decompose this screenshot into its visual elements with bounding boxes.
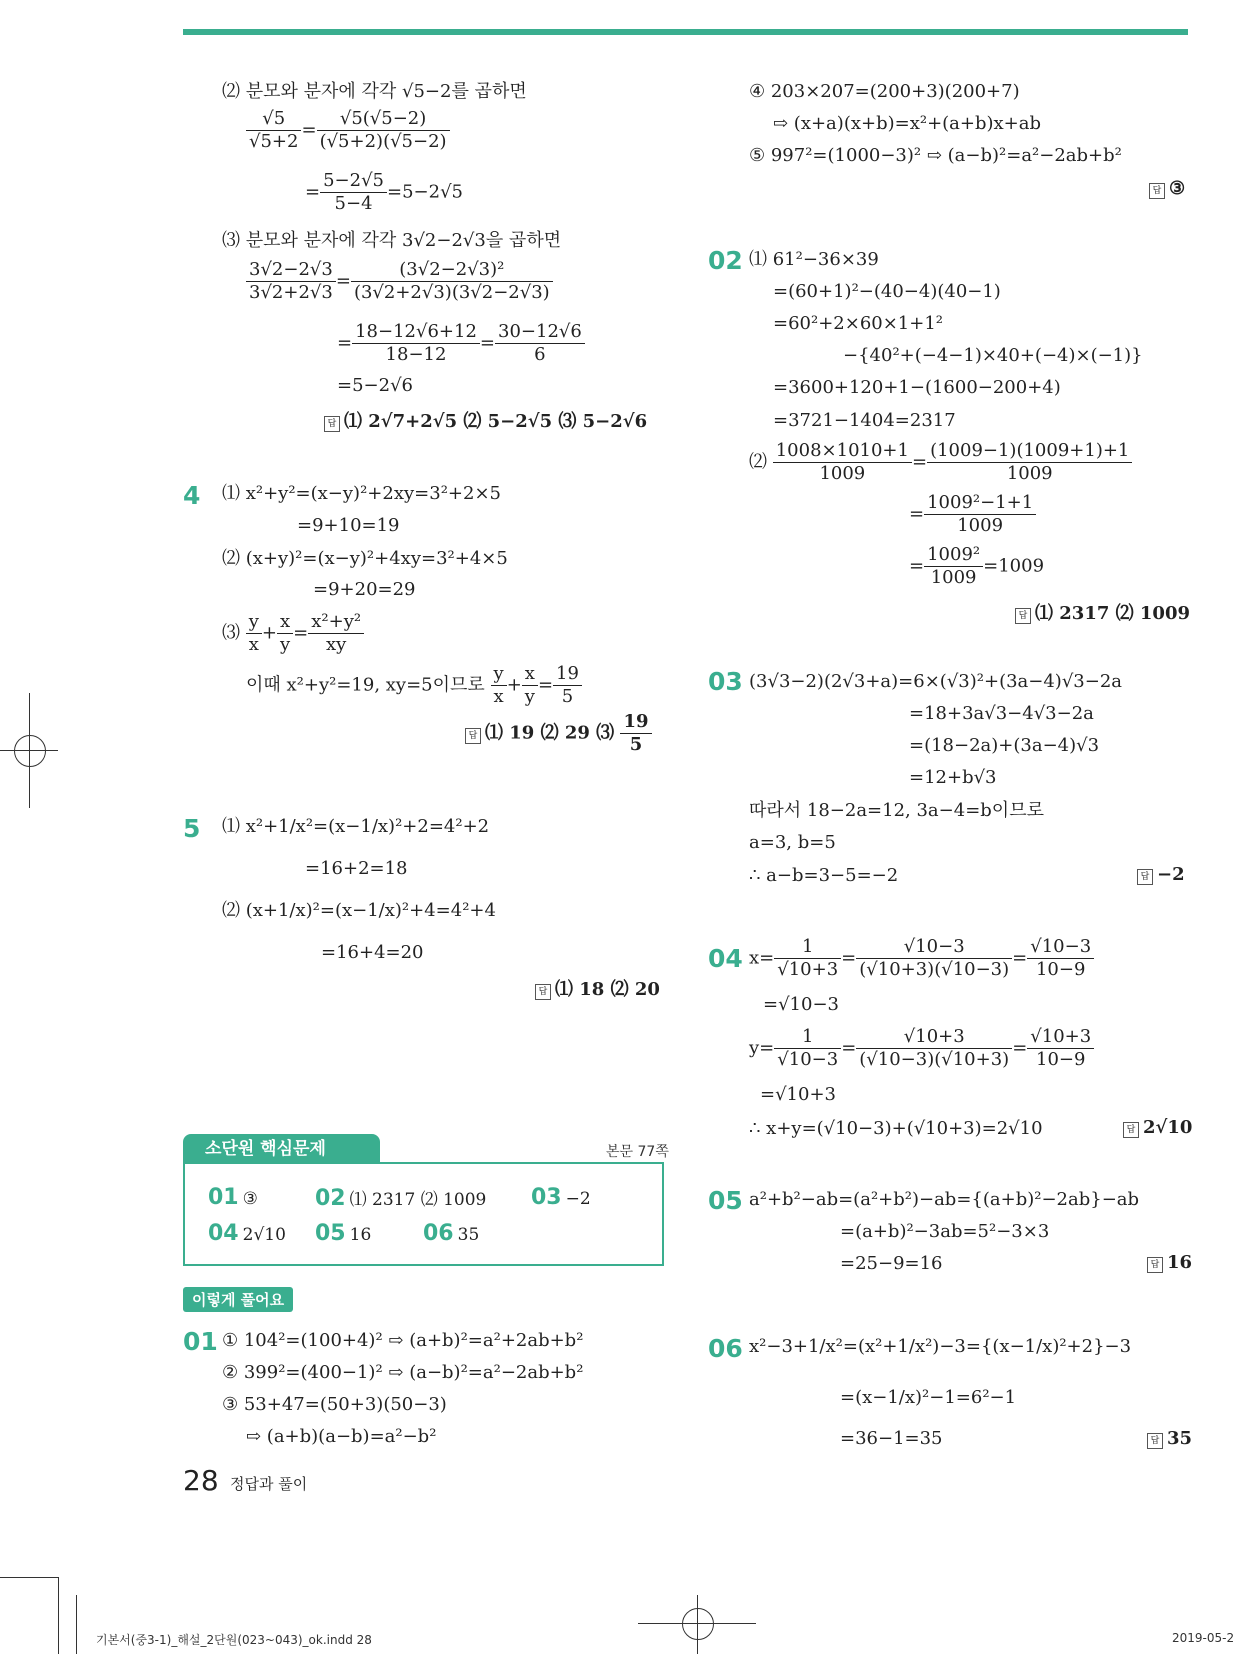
answer-summary-box	[183, 1162, 664, 1266]
p06-line3: =36−1=35	[840, 1428, 943, 1449]
p05-line2: =(a+b)²−3ab=5²−3×3	[840, 1221, 1050, 1242]
p4-line2: =9+10=19	[297, 515, 400, 536]
fraction: $\frac{\text{1009²}}{1009}$	[924, 544, 983, 589]
p04-y-line2: =√10+3	[760, 1084, 836, 1105]
summary-item: 02 ⑴ 2317 ⑵ 1009	[315, 1186, 487, 1211]
section-header: 소단원 핵심문제	[183, 1134, 380, 1164]
p4-line5: ⑶ $\frac{y}{x}$ + $\frac{x}{y}$ = $\frac{\text{x²+y²}}{xy}$	[222, 611, 364, 656]
p2-intro: ⑵ 분모와 분자에 각각 √5−2를 곱하면	[222, 81, 527, 102]
p03-line3: =(18−2a)+(3a−4)√3	[909, 735, 1100, 756]
answer-icon: 답	[324, 416, 340, 432]
p01c-line1: ④ 203×207=(200+3)(200+7)	[749, 81, 1020, 102]
p02-part2-line3: = $\frac{\text{1009²}}{1009}$ =1009	[909, 544, 1045, 588]
p01-line2: ② 399²=(400−1)² ⇨ (a−b)²=a²−2ab+b²	[222, 1362, 584, 1383]
p3-line2: = $\frac{18-12√6+12}{18-12}$ = $\frac{30-12√6}{6}$	[337, 321, 585, 366]
crop-mark	[0, 1577, 58, 1578]
p2-line2: = $\frac{5-2√5}{5-4}$ =5−2√5	[305, 170, 464, 214]
fraction: $\frac{18-12√6+12}{18-12}$	[352, 321, 480, 366]
p04-y-line1: y= $\frac{1}{√10-3}$ = $\frac{√10+3}{(√10-3)(√10+3)}$ = $\frac{√10+3}{10-9}$	[749, 1026, 1094, 1071]
fraction: $\frac{y}{x}$	[246, 611, 262, 656]
answer-icon: 답	[1015, 608, 1031, 624]
summary-item: 06 35	[423, 1221, 480, 1246]
fraction: $\frac{x}{y}$	[277, 611, 293, 656]
p3-line3: =5−2√6	[337, 375, 413, 396]
solution-tag: 이렇게 풀어요	[183, 1287, 293, 1312]
fraction: $\frac{19}{5}$	[553, 663, 582, 708]
summary-item: 05 16	[315, 1221, 372, 1246]
answer-block-06: 답 35	[1147, 1428, 1192, 1449]
fraction: $\frac{√10+3}{(√10-3)(√10+3)}$	[856, 1026, 1012, 1071]
p01c-line2: ⇨ (x+a)(x+b)=x²+(a+b)x+ab	[773, 113, 1042, 134]
registration-mark	[14, 735, 46, 767]
p01c-line3: ⑤ 997²=(1000−3)² ⇨ (a−b)²=a²−2ab+b²	[749, 145, 1122, 166]
fraction: $\frac{√10-3}{10-9}$	[1027, 936, 1094, 981]
p06-line1: x²−3+1/x²=(x²+1/x²)−3={(x−1/x)²+2}−3	[749, 1336, 1132, 1357]
answer-block-02: 답 ⑴ 2317 ⑵ 1009	[1015, 599, 1190, 625]
summary-item: 01 ③	[208, 1185, 258, 1210]
page-reference: 본문 77쪽	[606, 1144, 669, 1160]
answer-icon: 답	[535, 984, 551, 1000]
p02-line4: −{40²+(−4−1)×40+(−4)×(−1)}	[843, 345, 1143, 366]
problem-number: 03	[708, 667, 743, 696]
answer-block-04: 답 2√10	[1123, 1117, 1192, 1138]
fraction: $\frac{\text{1009²−1+1}}{1009}$	[924, 492, 1036, 537]
fraction: $\frac{(1009-1)(1009+1)+1}{1009}$	[927, 440, 1132, 485]
fraction: $\frac{\text{(3√2−2√3)²}}{(3√2+2√3)(3√2-2√3)}$	[351, 259, 553, 304]
fraction: $\frac{x}{y}$	[522, 663, 538, 708]
fraction: $\frac{5-2√5}{5-4}$	[320, 170, 387, 215]
p02-line2: =(60+1)²−(40−4)(40−1)	[773, 281, 1001, 302]
registration-mark	[682, 1608, 714, 1640]
fraction: $\frac{1008\times 1010+1}{1009}$	[773, 440, 912, 485]
problem-number: 5	[183, 814, 201, 843]
problem-number: 04	[708, 944, 743, 973]
p5-line3: ⑵ (x+1/x)²=(x−1/x)²+4=4²+4	[222, 900, 496, 921]
answer-block-4: 답 ⑴ 19 ⑵ 29 ⑶ $\frac{19}{5}$	[465, 711, 652, 756]
answer-icon: 답	[1147, 1433, 1163, 1449]
p03-line7: ∴ a−b=3−5=−2	[749, 865, 899, 886]
p01-line3: ③ 53+47=(50+3)(50−3)	[222, 1394, 447, 1415]
answer-block-3: 답 ⑴ 2√7+2√5 ⑵ 5−2√5 ⑶ 5−2√6	[324, 407, 647, 433]
p03-line1: (3√3−2)(2√3+a)=6×(√3)²+(3a−4)√3−2a	[749, 671, 1123, 692]
p02-line3: =60²+2×60×1+1²	[773, 313, 944, 334]
fraction: $\frac{1}{√10+3}$	[774, 936, 841, 981]
p06-line2: =(x−1/x)²−1=6²−1	[840, 1387, 1017, 1408]
crop-mark	[58, 1577, 59, 1654]
p02-line6: =3721−1404=2317	[773, 410, 956, 431]
p01-line1: ① 104²=(100+4)² ⇨ (a+b)²=a²+2ab+b²	[222, 1330, 584, 1351]
fraction: $\frac{√5(√5-2)}{(√5+2)(√5-2)}$	[317, 108, 450, 153]
answer-block-01: 답 ③	[1149, 178, 1185, 199]
p4-line1: ⑴ x²+y²=(x−y)²+2xy=3²+2×5	[222, 483, 501, 504]
problem-number: 4	[183, 481, 201, 510]
p4-line4: =9+20=29	[313, 579, 416, 600]
fraction: $\frac{√10-3}{(√10+3)(√10-3)}$	[856, 936, 1012, 981]
p5-line2: =16+2=18	[305, 858, 408, 879]
problem-number: 06	[708, 1334, 743, 1363]
p5-line4: =16+4=20	[321, 942, 424, 963]
p04-x-line2: =√10−3	[763, 994, 839, 1015]
p02-part2-line1: ⑵ $\frac{1008\times 1010+1}{1009}$ = $\frac{(1009-1)(1009+1)+1}{1009}$	[749, 440, 1132, 485]
p3-line1: $\frac{3√2-2√3}{3√2+2√3}$ = $\frac{\text{(3√2−2√3)²}}{(3√2+2√3)(3√2-2√3)}$	[246, 259, 553, 304]
fraction: $\frac{1}{√10-3}$	[774, 1026, 841, 1071]
p05-line3: =25−9=16	[840, 1253, 943, 1274]
p03-line4: =12+b√3	[909, 767, 997, 788]
p02-line5: =3600+120+1−(1600−200+4)	[773, 377, 1061, 398]
summary-item: 03 −2	[531, 1185, 591, 1210]
answer-block-05: 답 16	[1147, 1252, 1192, 1273]
p02-line1: ⑴ 61²−36×39	[749, 249, 879, 270]
p03-line6: a=3, b=5	[749, 832, 836, 853]
fraction: $\frac{√10+3}{10-9}$	[1027, 1026, 1094, 1071]
top-accent-bar	[183, 29, 1188, 35]
fraction: $\frac{√5}{√5+2}$	[246, 108, 301, 153]
p4-line6: 이때 x²+y²=19, xy=5이므로 $\frac{y}{x}$ + $\frac{x}{y}$ = $\frac{19}{5}$	[246, 663, 582, 708]
p02-part2-line2: = $\frac{\text{1009²−1+1}}{1009}$	[909, 492, 1036, 537]
fraction: $\frac{3√2-2√3}{3√2+2√3}$	[246, 259, 336, 304]
fraction: $\frac{19}{5}$	[620, 711, 651, 756]
fraction: $\frac{y}{x}$	[491, 663, 507, 708]
p4-line3: ⑵ (x+y)²=(x−y)²+4xy=3²+4×5	[222, 548, 508, 569]
answer-icon: 답	[1147, 1257, 1163, 1273]
page-label: 정답과 풀이	[230, 1475, 308, 1493]
answer-icon: 답	[1123, 1122, 1139, 1138]
fraction: $\frac{30-12√6}{6}$	[495, 321, 585, 366]
answer-block-5: 답 ⑴ 18 ⑵ 20	[535, 975, 660, 1001]
problem-number: 05	[708, 1186, 743, 1215]
problem-number: 02	[708, 246, 743, 275]
p05-line1: a²+b²−ab=(a²+b²)−ab={(a+b)²−2ab}−ab	[749, 1189, 1140, 1210]
crop-mark	[76, 1595, 77, 1654]
p04-x-line1: x= $\frac{1}{√10+3}$ = $\frac{√10-3}{(√10+3)(√10-3)}$ = $\frac{√10-3}{10-9}$	[749, 936, 1094, 981]
answer-icon: 답	[465, 728, 481, 744]
summary-item: 04 2√10	[208, 1221, 286, 1246]
answer-block-03: 답 −2	[1137, 864, 1185, 885]
print-date: 2019-05-2	[1172, 1631, 1235, 1645]
p03-line2: =18+3a√3−4√3−2a	[909, 703, 1094, 724]
p5-line1: ⑴ x²+1/x²=(x−1/x)²+2=4²+2	[222, 816, 490, 837]
fraction: $\frac{\text{x²+y²}}{xy}$	[308, 611, 364, 656]
p03-line5: 따라서 18−2a=12, 3a−4=b이므로	[749, 800, 1044, 821]
page-number: 28	[183, 1464, 219, 1497]
answer-icon: 답	[1137, 869, 1153, 885]
p3-intro: ⑶ 분모와 분자에 각각 3√2−2√3을 곱하면	[222, 230, 562, 251]
p01-line4: ⇨ (a+b)(a−b)=a²−b²	[246, 1426, 437, 1447]
problem-number: 01	[183, 1327, 218, 1356]
answer-icon: 답	[1149, 183, 1165, 199]
p04-sum: ∴ x+y=(√10−3)+(√10+3)=2√10	[749, 1118, 1043, 1139]
p2-line1: $\frac{√5}{√5+2}$ = $\frac{√5(√5-2)}{(√5+2)(√5-2)}$	[246, 108, 450, 153]
print-file-info: 기본서(중3-1)_해설_2단원(023~043)_ok.indd 28	[96, 1633, 372, 1647]
